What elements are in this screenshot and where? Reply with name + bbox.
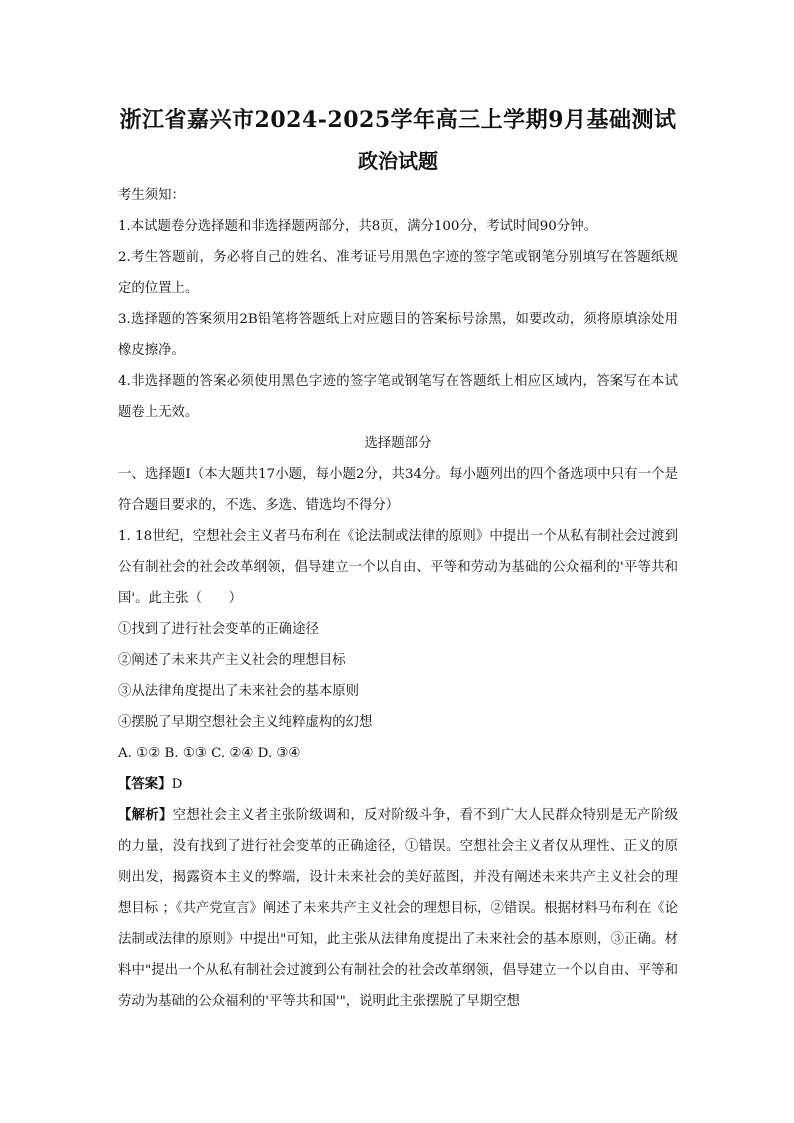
notice-heading: 考生须知： bbox=[118, 188, 185, 203]
exam-page bbox=[118, 104, 678, 1017]
question-stem: 1. 18世纪，空想社会主义者马布利在《论法制或法律的原则》中提出一个从私有制社会过渡到公有制社会的社会改革纲领，倡导建立一个以自由、平等和劳动为基础的公众福利的'平等共和国'。此主张（ ） bbox=[118, 529, 678, 606]
section-intro: 一、选择题Ⅰ（本大题共17小题，每小题2分，共34分。每小题列出的四个备选项中只有一个是符合题目要求的，不选、多选、错选均不得分） bbox=[118, 467, 678, 513]
answer-options: A. ①② B. ①③ C. ②④ D. ③④ bbox=[118, 746, 301, 761]
notice-item: 2.考生答题前，务必将自己的姓名、准考证号用黑色字迹的签字笔或钢笔分别填写在答题纸规定的位置上。 bbox=[118, 250, 678, 296]
analysis-label: 【解析】 bbox=[118, 807, 173, 823]
page-title: 浙江省嘉兴市2024-2025学年高三上学期9月基础测试 bbox=[119, 107, 677, 133]
answer-value: D bbox=[171, 777, 183, 792]
answer-line bbox=[118, 769, 678, 800]
answer-label: 【答案】 bbox=[118, 776, 172, 792]
statement-item: ③从法律角度提出了未来社会的基本原则 bbox=[118, 684, 360, 699]
statement-item: ④摆脱了早期空想社会主义纯粹虚构的幻想 bbox=[118, 715, 373, 730]
analysis-text: 空想社会主义者主张阶级调和，反对阶级斗争，看不到广大人民群众特别是无产阶级的力量，没有找到了进行社会变革的正确途径，①错误。空想社会主义者仅从理性、正义的原则出发，揭露资本主义的弊端，设计未来社会的美好蓝图，并没有阐述未来共产主义社会的理想目标 ；《共产党宣言》阐述了未来共产主义社会的理想目标，②错误。根据材料马布利在《论法制或法律的原则》中提出"可知，此主张从法律角度提出了未来社会的基本原则，③正确。材料中"提出一个从私有制社会过渡到公有制社会的社会改革纲领，倡导建立一个以自由、平等和劳动为基础的公众福利的'平等共和国'"，说明此主张摆脱了早期空想 bbox=[118, 808, 679, 1009]
notice-item: 1.本试题卷分选择题和非选择题两部分，共8页，满分100分，考试时间90分钟。 bbox=[118, 219, 598, 234]
page-subtitle: 政治试题 bbox=[358, 149, 438, 173]
statement-item: ①找到了进行社会变革的正确途径 bbox=[118, 622, 319, 637]
notice-item: 4.非选择题的答案必须使用黑色字迹的签字笔或钢笔写在答题纸上相应区域内，答案写在本试题卷上无效。 bbox=[118, 374, 678, 420]
statement-item: ②阐述了未来共产主义社会的理想目标 bbox=[118, 653, 346, 668]
notice-item: 3.选择题的答案须用2B铅笔将答题纸上对应题目的答案标号涂黑，如要改动，须将原填涂处用橡皮擦净。 bbox=[118, 312, 678, 358]
analysis-paragraph bbox=[118, 800, 678, 1017]
section-title: 选择题部分 bbox=[364, 436, 432, 451]
